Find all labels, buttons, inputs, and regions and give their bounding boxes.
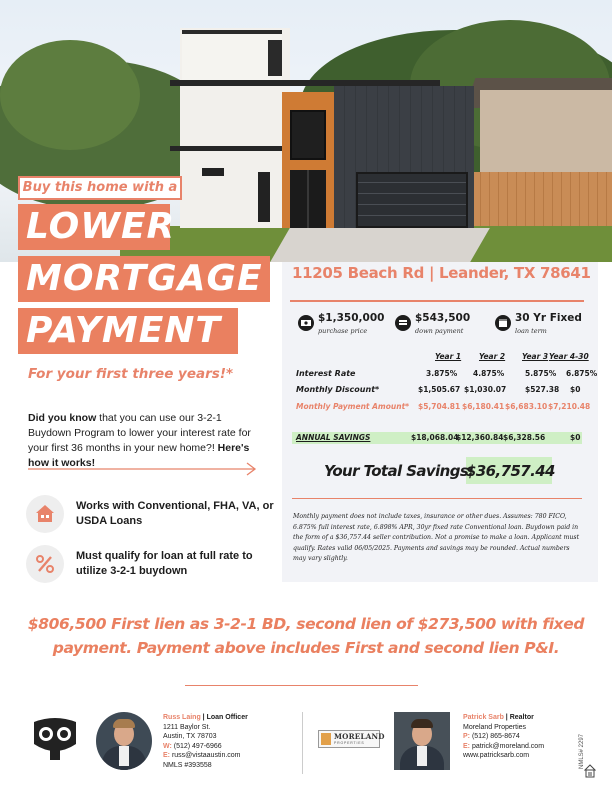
moreland-logo: MORELAND PROPERTIES [318,730,380,748]
table-cell: $0 [570,385,581,394]
arrow-right-icon [28,462,258,476]
down-payment-label: down payment [415,327,464,335]
coins-icon [395,315,411,331]
buy-tag: Buy this home with a [18,176,182,200]
feature-loan-types [26,495,276,535]
lien-note: $806,500 First lien as 3-2-1 BD, second lien of $273,500 with fixed payment. Payment above includes First and second lien P&I. [27,615,585,657]
headline-payment: PAYMENT [18,308,238,354]
feature-text: Must qualify for loan at full rate to utilize 3-2-1 buydown [76,550,253,577]
row-label-monthly-discount: Monthly Discount* [296,385,380,394]
table-cell: $6,180.41 [462,402,505,411]
purchase-price-label: purchase price [318,327,368,335]
percent-icon [26,545,64,583]
money-icon [298,315,314,331]
realtor-contact: Patrick Sarb | Realtor Moreland Properties P: (512) 865-8674 E: patrick@moreland.com www.patricksarb.com [463,714,545,760]
divider [290,300,584,302]
total-savings-label: Your Total Savings: [324,462,474,480]
loan-officer-photo [96,712,152,770]
intro-text: Did you know that you can use our 3-2-1 Buydown Program to lower your interest rate for your first 36 months in your new home?! Here's how it works! [28,412,251,469]
loan-term: 30 Yr Fixed [515,312,582,324]
table-cell: 3.875% [426,369,458,378]
annual-savings-cell: $0 [570,433,581,442]
feature-qualify [26,545,276,585]
annual-savings-label: ANNUAL SAVINGS [296,433,371,442]
table-cell: $1,030.07 [464,385,507,394]
row-label-monthly-payment: Monthly Payment Amount* [296,402,410,411]
house-icon [26,495,64,533]
disclaimer-text: Monthly payment does not include taxes, insurance or other dues. Assumes: 780 FICO, 6.875% full interest rate, 6.898% APR, 30yr fixed rate Conventional loan. Buydown paid in the form of a $36,757.44 seller contribution. Not a promise to make a loan. Applicant must qualify. Rates valid 06/05/2025. Payments and savings may be rounded. Actual numbers may vary slightly. [293,513,580,562]
table-cell: 5.875% [525,369,557,378]
nmls-footer: NMLS# 2297 [579,733,585,769]
divider [292,498,582,499]
col-header-year1: Year 1 [435,352,462,361]
feature-text: Works with Conventional, FHA, VA, or USDA Loans [76,500,274,527]
property-address: 11205 Beach Rd | Leander, TX 78641 [292,264,591,282]
divider [302,712,303,774]
loan-term-label: loan term [515,327,547,335]
table-cell: $527.38 [525,385,560,394]
annual-savings-cell: $18,068.04 [411,433,459,442]
purchase-price: $1,350,000 [318,312,385,324]
total-savings-value: $36,757.44 [466,462,555,480]
realtor-photo [394,712,450,770]
annual-savings-cell: $12,360.84 [456,433,504,442]
realtor-name: Patrick Sarb [463,714,504,721]
calendar-icon [495,315,511,331]
headline-mortgage: MORTGAGE [18,256,270,302]
table-cell: 4.875% [473,369,505,378]
headline-subtitle: For your first three years!* [28,366,234,382]
table-cell: $6,683.10 [505,402,548,411]
loan-officer-name: Russ Laing [163,714,201,721]
table-cell: $1,505.67 [418,385,461,394]
binoculars-logo-icon [30,714,80,764]
headline-lower: LOWER [18,204,170,250]
table-cell: 6.875% [566,369,598,378]
divider [185,685,418,686]
down-payment: $543,500 [415,312,471,324]
table-cell: $5,704.81 [418,402,461,411]
col-header-year3: Year 3 [522,352,549,361]
equal-housing-icon [584,764,596,778]
col-header-year4-30: Year 4-30 [549,352,589,361]
table-cell: $7,210.48 [548,402,591,411]
annual-savings-cell: $6,328.56 [503,433,546,442]
loan-officer-contact: Russ Laing | Loan Officer 1211 Baylor St. Austin, TX 78703 W: (512) 497-6966 E: russ@vistaaustin.com NMLS #393558 [163,714,248,769]
col-header-year2: Year 2 [479,352,506,361]
row-label-interest-rate: Interest Rate [296,369,356,378]
